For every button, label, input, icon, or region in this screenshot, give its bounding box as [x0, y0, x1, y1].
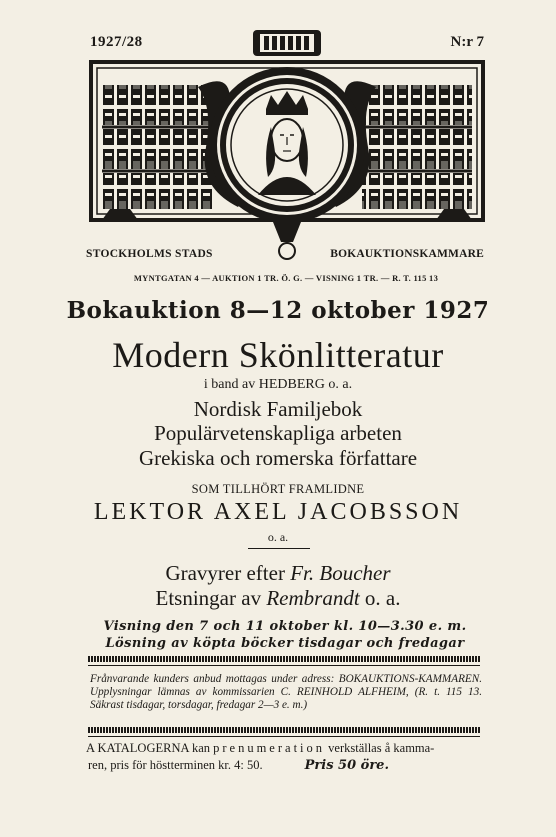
catalog-suffix: verkställas å kamma-	[325, 741, 435, 755]
institution-left: STOCKHOLMS STADS	[86, 248, 213, 260]
former-owner-name: LEKTOR AXEL JACOBSSON	[93, 499, 463, 525]
etchings-suffix: o. a.	[359, 586, 401, 610]
divider	[248, 548, 310, 549]
former-owner-intro: SOM TILLHÖRT FRAMLIDNE	[191, 482, 365, 496]
emblem-illustration	[88, 27, 486, 267]
catalog-price: Pris 50 öre.	[304, 758, 389, 773]
engravings-prefix: Gravyrer efter	[165, 561, 291, 585]
catalog-prefix: A KATALOGERNA kan	[86, 741, 214, 755]
engravings-line	[0, 561, 556, 586]
top-ornament	[253, 30, 321, 56]
notice-paragraph: Frånvarande kunders anbud mottagas under adress: BOKAUKTIONS-KAMMAREN. Upplysningar lämnas av kommissarien C. REINHOLD ALFHEIM, (R. t. 115 13. Säkrast tisdagar, torsdagar, fredagar 2—3 e. m.)	[90, 673, 482, 711]
institution-right: BOKAUKTIONSKAMMARE	[330, 248, 484, 260]
catalog-spaced-word: prenumeration	[213, 741, 326, 755]
divider	[88, 665, 480, 666]
catalog-line-2	[88, 757, 482, 774]
ornamental-band	[88, 727, 480, 733]
etchings-line	[0, 586, 556, 611]
divider	[88, 736, 480, 737]
item-line: Grekiska och romerska författare	[138, 446, 418, 470]
year-label: 1927/28	[90, 34, 143, 50]
auction-title: Bokauktion 8—12 oktober 1927	[66, 297, 490, 324]
etchings-prefix: Etsningar av	[155, 586, 267, 610]
item-line: Nordisk Familjebok	[193, 397, 363, 421]
notice-text	[90, 673, 482, 712]
main-title: Modern Skönlitteratur	[112, 335, 444, 375]
collection-line: Lösning av köpta böcker tisdagar och fredagar	[105, 636, 465, 651]
etchings-artist: Rembrandt	[266, 586, 360, 610]
ornamental-band	[88, 656, 480, 662]
bookshelf-emblem-icon	[88, 27, 486, 267]
address-line: MYNTGATAN 4 — AUKTION 1 TR. Ö. G. — VISNING 1 TR. — R. T. 115 13	[133, 273, 439, 283]
viewing-line: Visning den 7 och 11 oktober kl. 10—3.30 e. m.	[103, 619, 467, 634]
owner-suffix: o. a.	[267, 530, 289, 544]
subtitle: i band av HEDBERG o. a.	[203, 377, 353, 392]
item-line: Populärvetenskapliga arbeten	[154, 421, 402, 445]
catalog-line-1	[86, 740, 482, 756]
engravings-artist: Fr. Boucher	[290, 561, 391, 585]
catalog-price-text: ren, pris för höstterminen kr. 4: 50.	[88, 758, 263, 772]
issue-number: N:r 7	[450, 34, 484, 50]
